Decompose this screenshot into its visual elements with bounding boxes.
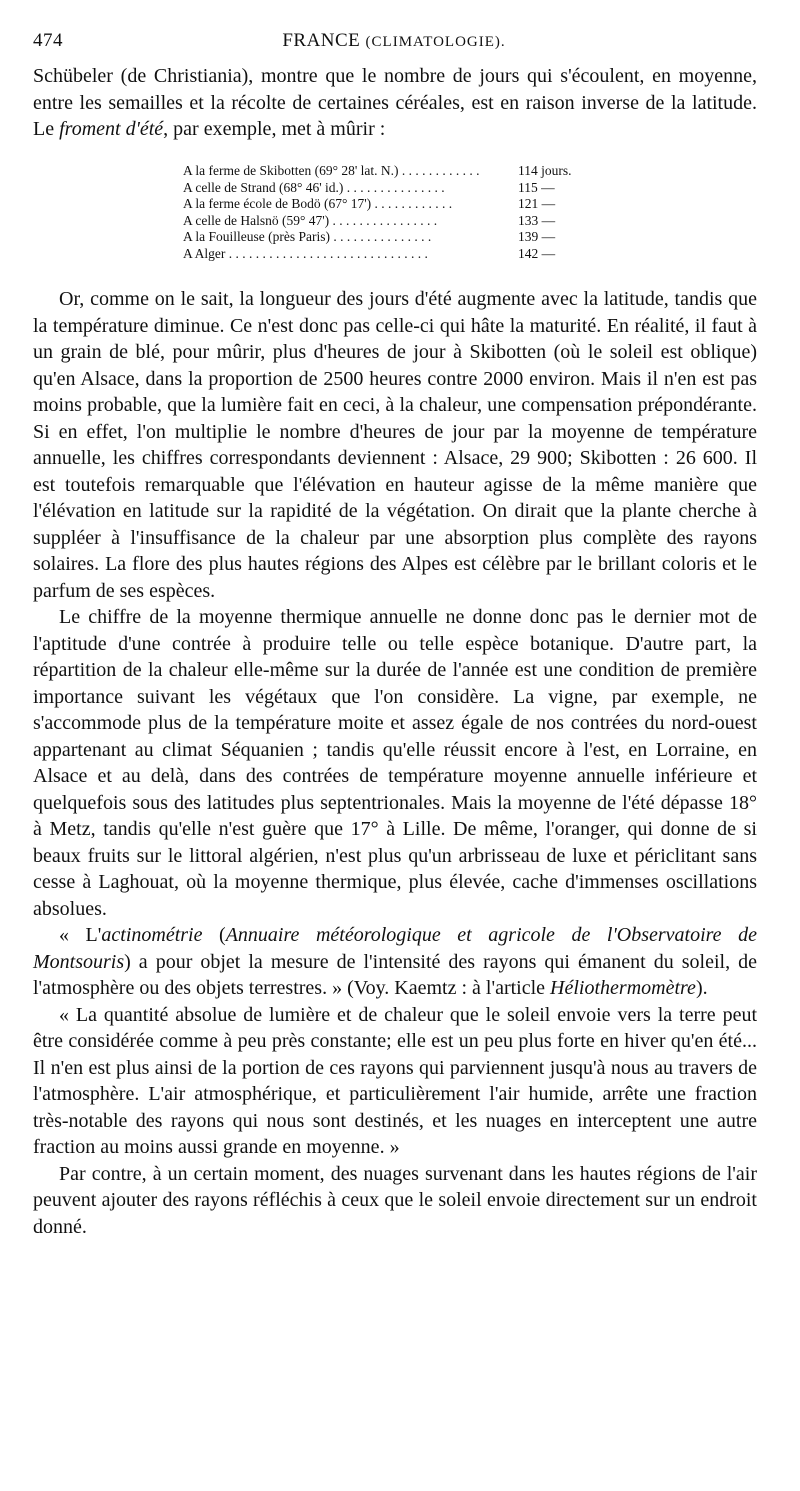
row-location: A la ferme de Skibotten (69° 28' lat. N.) . . . . . . . . . . . . [183, 163, 480, 178]
intro-text: Schübeler (de Christiania), montre que le nombre de jours qui s'écoulent, en moyenne, entre les semailles et la récolte de certaines céréales, est en raison inverse de la latitude. Le [33, 65, 757, 140]
table-row [183, 246, 623, 263]
paragraph-quote-light: « La quantité absolue de lumière et de chaleur que le soleil envoie vers la terre peut être considérée comme à peu près constante; elle est un peu plus forte en hiver qu'en été... Il n'en est plus ainsi de la portion de ces rayons qui parviennent jusqu'à nous au travers de l'atmosphère. L'air atmosphérique, et particulièrement l'air humide, arrête une fraction très-notable des rayons qui nous sont destinés, et les nuages en interceptent une autre fraction au moins aussi grande en moyenne. » [33, 1003, 757, 1158]
italic-term: actinométrie [101, 924, 203, 946]
intro-text-end: , par exemple, met à mûrir : [163, 118, 386, 140]
row-days: 133 — [518, 212, 556, 228]
text-fragment: ) a pour objet la mesure de l'intensité des rayons qui émanent du soleil, de l'atmosphère ou des objets terrestres. » (Voy. Kaemtz : à l'article [33, 950, 757, 999]
row-location: A celle de Halsnö (59° 47') . . . . . . . . . . . . . . . . [183, 212, 438, 228]
intro-italic: froment d'été [59, 118, 164, 140]
table-row [183, 163, 623, 180]
page-number: 474 [33, 30, 63, 51]
row-days: 139 — [518, 229, 556, 244]
row-days: 114 jours. [518, 163, 572, 178]
table-row [183, 229, 623, 246]
row-days: 121 — [518, 196, 556, 211]
running-title-main: FRANCE [282, 30, 361, 51]
text-fragment: ( [202, 924, 226, 946]
row-days: 142 — [518, 245, 556, 261]
intro-paragraph [33, 63, 757, 143]
table-row [183, 180, 623, 197]
row-days: 115 — [518, 179, 555, 195]
paragraph-actinometry [33, 922, 757, 1002]
paragraph-latitude: Or, comme on le sait, la longueur des jours d'été augmente avec la latitude, tandis que la température diminue. Ce n'est donc pas celle-ci qui hâte la maturité. En réalité, il faut à un grain de blé, pour mûrir, plus d'heures de jour à Skibotten (où le soleil est oblique) qu'en Alsace, dans la proportion de 2500 heures contre 2000 environ. Mais il n'en est pas moins probable, que la lumière fait en ceci, à la chaleur, une compensation prépondérante. Si en effet, l'on multiplie le nombre d'heures de jour par la moyenne de température annuelle, les chiffres correspondants deviennent : Alsace, 29 900; Skibotten : 26 600. Il est toutefois remarquable que l'élévation en hauteur agisse de la même manière que l'élévation en latitude sur la rapidité de la végétation. On dirait que la plante cherche à suppléer à l'insuffisance de la chaleur par une absorption plus complète des rayons solaires. La flore des plus hautes régions des Alpes est célèbre par le brillant coloris et le parfum de ses espèces. [33, 288, 757, 602]
italic-term: Héliothermomètre [550, 977, 696, 999]
table-row [183, 196, 623, 213]
text-fragment: ). [695, 977, 708, 999]
page-header [33, 30, 755, 60]
row-location: A la ferme école de Bodö (67° 17') . . . . . . . . . . . . [183, 196, 453, 211]
row-location: A celle de Strand (68° 46' id.) . . . . . . . . . . . . . . . [183, 179, 445, 195]
table-row [183, 213, 623, 230]
ripening-table [183, 163, 623, 262]
paragraph-thermal-mean: Le chiffre de la moyenne thermique annuelle ne donne donc pas le dernier mot de l'aptitude d'une contrée à produire telle ou telle espèce botanique. D'autre part, la répartition de la chaleur elle-même sur la durée de l'année est une condition de première importance suivant les végétaux que l'on considère. La vigne, par exemple, ne s'accommode plus de la température moite et assez égale de nos contrées du nord-ouest appartenant au climat Séquanien ; tandis qu'elle réussit encore à l'est, en Lorraine, en Alsace et au delà, dans des contrées de température moyenne annuelle inférieure et quelquefois sous des latitudes plus septentrionales. Mais la moyenne de l'été dépasse 18° à Metz, tandis qu'elle n'est guère que 17° à Lille. De même, l'oranger, qui donne de si beaux fruits sur le littoral algérien, n'est plus qu'un arbrisseau de luxe et périclitant sans cesse à Laghouat, où la moyenne thermique, plus élevée, cache d'immenses oscillations absolues. [33, 606, 757, 920]
row-location: A Alger . . . . . . . . . . . . . . . . . . . . . . . . . . . . . . [183, 245, 428, 261]
running-title [33, 30, 755, 52]
italic-source: Annuaire météorologique et agricole de l'Observatoire de Montsouris [33, 924, 757, 973]
running-title-sub: (CLIMATOLOGIE). [365, 34, 506, 50]
text-fragment: « L' [59, 924, 102, 946]
body-text [33, 286, 757, 1240]
paragraph-clouds: Par contre, à un certain moment, des nuages survenant dans les hautes régions de l'air peuvent ajouter des rayons réfléchis à ceux que le soleil envoie directement sur un endroit donné. [33, 1162, 757, 1238]
row-location: A la Fouilleuse (près Paris) . . . . . . . . . . . . . . . [183, 229, 432, 244]
